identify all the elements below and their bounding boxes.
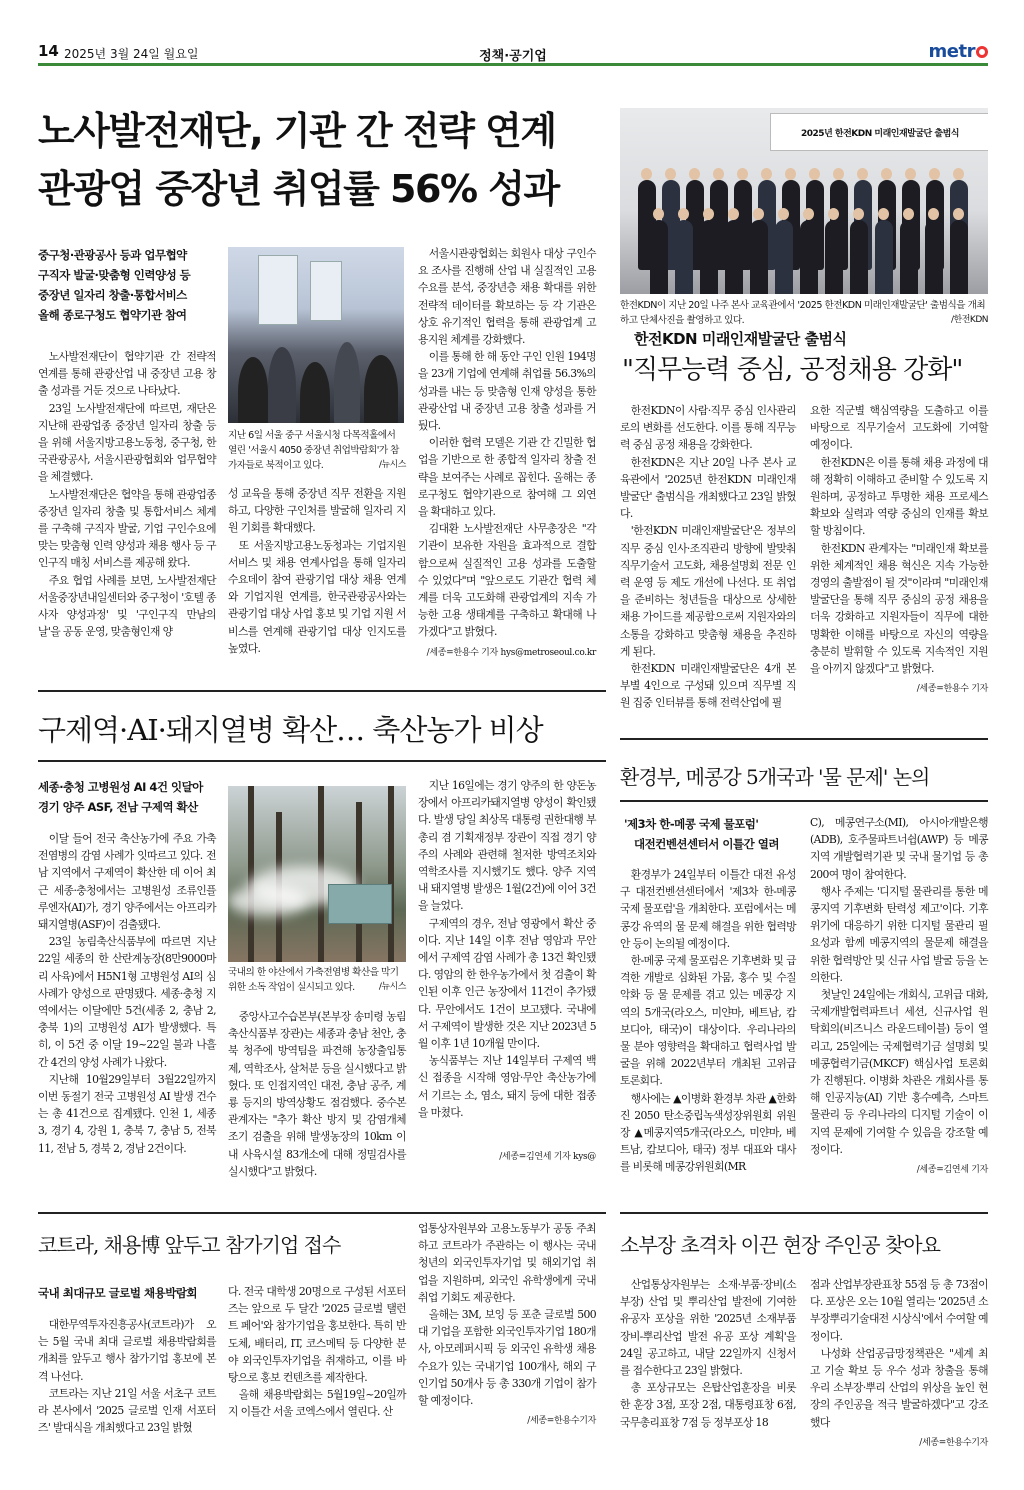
article4-subhead-line: '제3차 한-메콩 국제 물포럼' xyxy=(624,817,759,831)
article6-col1 xyxy=(620,1276,796,1431)
photo-credit: /한전KDN xyxy=(951,315,988,325)
article1-caption xyxy=(228,428,406,473)
article1-subhead xyxy=(38,245,224,325)
paragraph: 주요 협업 사례를 보면, 노사발전재단 서울중장년내일센터와 중구청이 '호텔 종사자 양성과정' 및 '구인구직 만남의 날'을 공동 운영, 맞춤형인재 양 xyxy=(38,573,216,639)
paragraph: 성 교육을 통해 중장년 직무 전환을 지원하고, 다양한 구인처를 발굴해 일자리 지원 기회를 확대했다. xyxy=(228,487,406,535)
paragraph: 이를 통해 한 해 동안 구인 인원 194명을 23개 기업에 연계해 취업률 56.3%의 성과를 내는 등 맞춤형 인재 양성을 통한 관광산업 내 중장년 고용 창출 성과를 거뒀다. xyxy=(418,350,596,433)
article5-col1 xyxy=(38,1316,216,1436)
banner-text: 2025년 한전KDN 미래인재발굴단 출범식 xyxy=(801,129,959,139)
photo-person-head xyxy=(753,208,764,220)
paragraph: 이러한 협력 모델은 기관 간 긴밀한 협업을 기반으로 한 종합적 일자리 창출 전략을 보여주는 사례로 꼽힌다. 올해는 종로구청도 협약기관으로 참여해 그 외연을 확대하고 있다. xyxy=(418,436,596,519)
paragraph: 노사발전재단은 협약을 통해 관광업종 중장년 일자리 창출 및 통합서비스 체계를 구축해 구직자 발굴, 기업 구인수요에 맞는 맞춤형 인력 양성과 채용 행사 등 구인구직 매칭 서비스를 제공해 왔다. xyxy=(38,487,216,570)
photo-banner xyxy=(770,113,988,151)
photo-person-head xyxy=(678,208,689,220)
article1-subhead-line: 구직자 발굴·맞춤형 인력양성 등 xyxy=(38,268,191,282)
page-header xyxy=(38,40,988,66)
paragraph: 중앙사고수습본부(본부장 송미령 농림축산식품부 장관)는 세종과 충남 천안, 충북 청주에 방역팀을 파견해 농장출입통제, 역학조사, 살처분 등을 실시했다고 밝혔다. 또 인접지역인 대전, 충남 공주, 계룡 등지의 방역상황도 점검했다. 중수본 관계자는 "추가 확산 방지 및 감염개체 조기 검출을 위해 발생농장의 10km 이내 사육시설 83개소에 대해 정밀검사를 실시했다"고 밝혔다. xyxy=(228,1010,406,1178)
article3-col1 xyxy=(38,830,216,1157)
paragraph: 지난해 10월29일부터 3월22일까지 이번 동절기 전국 고병원성 AI 발생 건수는 총 41건으로 집계됐다. 인천 1, 세종 3, 경기 4, 강원 1, 충북 7, 충남 5, 전북 11, 전남 5, 경북 2, 경남 2건이다. xyxy=(38,1072,216,1155)
logo-text: metr xyxy=(928,41,975,62)
article2-photo xyxy=(620,108,988,294)
paragraph: 한전KDN 미래인재발굴단은 4개 본부별 4인으로 구성돼 있으며 직무별 직원 집중 인터뷰를 통해 전력산업에 필 xyxy=(620,662,796,710)
paragraph: 업통상자원부와 고용노동부가 공동 주최하고 코트라가 주관하는 이 행사는 국내 청년의 외국인투자기업 및 해외기업 취업을 지원하며, 외국인 유학생에게 국내 취업 기회도 제공한다. xyxy=(418,1222,596,1304)
photo-person-head xyxy=(728,208,739,220)
paragraph: 산업통상자원부는 소재·부품·장비(소부장) 산업 및 뿌리산업 발전에 기여한 유공자 포상을 위한 '2025년 소재부품장비-뿌리산업 발전 유공 포상 계획'을 24일 공고하고, 내달 22일까지 신청서를 접수한다고 23일 밝혔다. xyxy=(620,1278,796,1378)
paragraph: 대한무역투자진흥공사(코트라)가 오는 5월 국내 최대 글로벌 채용박람회를 개최를 앞두고 행사 참가기업 홍보에 본격 나선다. xyxy=(38,1318,216,1383)
section-title: 정책·공기업 xyxy=(479,49,547,64)
article2-byline: /세종=한용수 기자 xyxy=(916,684,988,695)
paragraph: 행사 주제는 '디지털 물관리를 통한 메콩지역 기후변화 탄력성 제고'이다. 기후위기에 대응하기 위한 디지털 물관리 필요성과 함께 메콩지역의 물문제 해결을 위한 협력방안 및 신규 사업 발굴 등을 논의한다. xyxy=(810,884,988,984)
article3-headline: 구제역·AI·돼지열병 확산… 축산농가 비상 xyxy=(38,713,543,747)
logo-o-icon xyxy=(976,46,988,58)
photo-person-head xyxy=(703,208,714,220)
paragraph: 구제역의 경우, 전남 영광에서 확산 중이다. 지난 14일 이후 전남 영암과 무안에서 구제역 감염 사례가 총 13건 확인됐다. 영암의 한 한우농가에서 첫 검출이 확인된 이후 인근 농장에서 11건이 추가됐다. 무안에서도 1건이 보고됐다. 국내에서 구제역이 발생한 것은 지난 2023년 5월 이후 1년 10개월 만이다. xyxy=(418,916,596,1051)
article6-byline: /세종=한용수기자 xyxy=(919,1437,988,1448)
photo-person-head xyxy=(713,168,724,180)
photo-person xyxy=(900,220,918,294)
paragraph: 한전KDN은 이를 통해 채용 과정에 대해 정확히 이해하고 준비할 수 있도록 지원하며, 공정하고 투명한 채용 프로세스 확보와 실력과 역량 중심의 인재를 확보할 방침이다. xyxy=(810,455,988,538)
paragraph: 환경부가 24일부터 이틀간 대전 유성구 대전컨벤션센터에서 '제3차 한-메콩 국제 물포럼'을 개최한다. 포럼에서는 메콩강 유역의 물 문제 해결을 위한 협력방안 등이 논의될 예정이다. xyxy=(620,868,796,950)
article4-subhead xyxy=(624,814,802,854)
article1-subhead-line: 중구청·관광공사 등과 업무협약 xyxy=(38,248,187,262)
photo-person-head xyxy=(929,168,940,180)
article6-headline: 소부장 초격차 이끈 현장 주인공 찾아요 xyxy=(620,1233,940,1257)
photo-person xyxy=(925,220,943,294)
divider xyxy=(38,760,606,762)
article1-col1 xyxy=(38,348,216,640)
article2-headline: "직무능력 중심, 공정채용 강화" xyxy=(622,355,963,385)
article1-byline: /세종=한용수 기자 hys@metroseoul.co.kr xyxy=(426,647,596,658)
paragraph: 올해 채용박람회는 5월19일~20일까지 이틀간 서울 코엑스에서 열린다. 산 xyxy=(228,1388,406,1419)
photo-person-head xyxy=(737,168,748,180)
article6-col2 xyxy=(810,1276,988,1452)
photo-person xyxy=(775,220,793,294)
paragraph: 한전KDN은 지난 20일 나주 본사 교육관에서 '2025년 한전KDN 미래인재발굴단' 출범식을 개최했다고 23일 밝혔다. xyxy=(620,455,796,521)
caption-text: 국내의 한 야산에서 가축전염병 확산을 막기 위한 소독 작업이 실시되고 있다. xyxy=(228,967,399,993)
photo-person-head xyxy=(905,168,916,180)
paragraph: 요한 직군별 핵심역량을 도출하고 이를 바탕으로 직무기술서 고도화에 기여할 예정이다. xyxy=(810,404,988,452)
photo-person-head xyxy=(761,168,772,180)
photo-person-head xyxy=(928,208,939,220)
paragraph: 올해는 3M, 보잉 등 포춘 글로벌 500대 기업을 포함한 외국인투자기업 180개사, 아모레퍼시픽 등 외국인 유학생 채용 수요가 있는 국내기업 100개사, 해외 구인기업 50개사 등 총 330개 기업이 참가할 예정이다. xyxy=(418,1308,596,1408)
paragraph: 지난 16일에는 경기 양주의 한 양돈농장에서 아프리카돼지열병 양성이 확인됐다. 발생 당일 최상목 대통령 권한대행 부총리 겸 기획재정부 장관이 직접 경기 양주의 사례와 관련해 철저한 방역조치와 역학조사를 지시했기도 했다. 양주 지역 내 돼지열병 발생은 1월(2건)에 이어 3건을 늘었다. xyxy=(418,779,596,913)
paragraph: 점과 산업부장관표창 55점 등 총 73점이다. 포상은 오는 10월 열리는 '2025년 소부장뿌리기술대전 시상식'에서 수여할 예정이다. xyxy=(810,1278,988,1343)
article1-subhead-line: 중장년 일자리 창출·통합서비스 xyxy=(38,288,187,302)
paragraph: 서울시관광협회는 회원사 대상 구인수요 조사를 진행해 산업 내 실질적인 고용 수요를 분석, 중장년층 채용 확대를 위한 전략적 데이터를 확보하는 등 각 기관은 상호 유기적인 협력을 통해 관광업계 고용지원 체계를 강화했다. xyxy=(418,247,596,347)
photo-person xyxy=(725,220,743,294)
article5-byline: /세종=한용수기자 xyxy=(527,1416,596,1427)
paragraph: 한전KDN이 사람·직무 중심 인사관리로의 변화를 선도한다. 이를 통해 직무능력 중심 공정 채용을 강화한다. xyxy=(620,404,796,452)
photo-person-head xyxy=(809,168,820,180)
article1-photo xyxy=(228,247,404,423)
photo-person xyxy=(650,220,668,294)
paragraph: 한-메콩 국제 물포럼은 기후변화 및 급격한 개발로 심화된 가뭄, 홍수 및 수질악화 등 물 문제를 겪고 있는 메콩강 지역의 5개국(라오스, 미얀마, 베트남, 캄보디아, 태국)이 대상이다. 우리나라의 물 분야 영향력을 확대하고 협력사업 발굴을 위해 2022년부터 개최된 고위급 토론회다. xyxy=(620,954,796,1088)
photo-person-head xyxy=(641,168,652,180)
paragraph: 23일 노사발전재단에 따르면, 재단은 지난해 관광업종 중장년 일자리 창출 등을 위해 서울지방고용노동청, 중구청, 한국관광공사, 서울시관광협회와 업무협약을 체결했다. xyxy=(38,401,216,484)
paragraph: 23일 농림축산식품부에 따르면 지난 22일 세종의 한 산란계농장(8만9000마리 사육)에서 H5N1형 고병원성 AI의 심사례가 양성으로 판명됐다. 세종·충청 지역에서는 이달에만 5건(세종 2, 충남 2, 충북 1)의 고병원성 AI가 발생했다. 특히, 이 5건 중 이달 19~22일 불과 나흘간 4건의 양성 사례가 나왔다. xyxy=(38,935,216,1069)
photo-credit: /뉴시스 xyxy=(378,460,406,470)
photo-person xyxy=(875,220,893,294)
article5-col3 xyxy=(418,1220,596,1430)
paragraph: 이달 들어 전국 축산농가에 주요 가축전염병의 감염 사례가 잇따르고 있다. 전남 지역에서 구제역이 확산한 데 이어 최근 세종·충청에서는 고병원성 조류인플루엔자(AI)가, 경기 양주에서는 아프리카돼지열병(ASF)이 검출됐다. xyxy=(38,832,216,932)
issue-date: 2025년 3월 24일 월요일 xyxy=(64,47,199,61)
article2-kicker: 한전KDN 미래인재발굴단 출범식 xyxy=(634,330,847,348)
article3-subhead-line: 세종·충청 고병원성 AI 4건 잇달아 xyxy=(38,780,203,794)
photo-person xyxy=(700,220,718,294)
divider xyxy=(620,800,988,802)
metro-logo xyxy=(929,41,988,62)
paragraph: 노사발전재단이 협약기관 간 전략적 연계를 통해 관광산업 내 중장년 고용 창출 성과를 거둔 것으로 나타났다. xyxy=(38,350,216,398)
article1-col3 xyxy=(418,245,596,662)
photo-person-head xyxy=(903,208,914,220)
paragraph: 또 서울지방고용노동청과는 기업지원서비스 및 채용 연계사업을 통해 일자리수요데이 참여 관광기업 대상 채용 연계와 기업지원 연계를, 한국관광공사와는 관광기업 대상 사업 홍보 및 기업 지원 서비스를 연계해 관광기업 대상 인지도를 높였다. xyxy=(228,538,406,655)
photo-person-head xyxy=(857,168,868,180)
photo-person-head xyxy=(778,208,789,220)
paragraph: '한전KDN 미래인재발굴단'은 정부의 직무 중심 인사·조직관리 방향에 발맞춰 직무기술서 고도화, 채용설명회 전문 인력 운영 등 제도 개선에 나선다. 또 취업을 준비하는 청년들을 대상으로 상세한 채용 가이드를 제공함으로써 지원자와의 소통을 강화하고 맞춤형 채용을 추진하게 된다. xyxy=(620,524,796,658)
article2-caption xyxy=(620,298,988,328)
article3-col2 xyxy=(228,1008,406,1180)
article2-col1 xyxy=(620,402,796,712)
photo-person-head xyxy=(785,168,796,180)
divider xyxy=(38,690,606,692)
photo-person xyxy=(825,220,843,294)
article1-headline-line2: 관광업 중장년 취업률 56% 성과 xyxy=(38,167,559,211)
article3-subhead-line: 경기 양주 ASF, 전남 구제역 확산 xyxy=(38,800,198,814)
article4-col1 xyxy=(620,866,796,1176)
paragraph: 총 포상규모는 은탑산업훈장을 비롯한 훈장 3점, 포장 2점, 대통령표창 6점, 국무총리표창 7점 등 정부포상 18 xyxy=(620,1381,796,1429)
divider xyxy=(620,1212,988,1214)
paragraph: 첫날인 24일에는 개회식, 고위급 대화, 국제개발협력파트너 세션, 신규사업 원탁회의(비즈니스 라운드테이블) 등이 열리고, 25일에는 국제협력기금 설명회 및 메콩협력기금(MKCF) 핵심사업 토론회가 진행된다. 이병화 차관은 개회사를 통해 인공지능(AI) 기반 홍수예측, 스마트 물관리 등 우리나라의 디지털 기술이 이 지역 문제에 기여할 수 있음을 강조할 예정이다. xyxy=(810,988,988,1156)
article5-col2 xyxy=(228,1283,406,1421)
article4-byline: /세종=김연세 기자 xyxy=(916,1165,988,1176)
photo-person-head xyxy=(689,168,700,180)
photo-person-head xyxy=(853,208,864,220)
photo-person-head xyxy=(881,168,892,180)
photo-person xyxy=(850,220,868,294)
photo-person-head xyxy=(953,208,964,220)
article1-headline xyxy=(38,102,608,218)
article3-caption xyxy=(228,965,406,995)
paragraph: 나성화 산업공급망정책관은 "세계 최고 기술 확보 등 우수 성과 창출을 통해 우리 소부장·뿌리 산업의 위상을 높인 현장의 주인공을 적극 발굴하겠다"고 강조했다 xyxy=(810,1346,988,1429)
photo-person-head xyxy=(803,208,814,220)
divider xyxy=(620,738,988,740)
page-number: 14 xyxy=(38,42,59,60)
photo-person xyxy=(750,220,768,294)
paragraph: C), 메콩연구소(MI), 아시아개발은행(ADB), 호주물파트너쉽(AWP) 등 메콩지역 개발협력기관 및 국내 물기업 등 총 200여 명이 참여한다. xyxy=(810,816,988,881)
article1-col2 xyxy=(228,485,406,657)
article3-subhead xyxy=(38,777,224,817)
article3-byline: /세종=김연세 기자 kys@ xyxy=(499,1152,596,1163)
paragraph: 코트라는 지난 21일 서울 서초구 코트라 본사에서 '2025 글로벌 인재 서포터즈' 발대식을 개최했다고 23일 밝혔 xyxy=(38,1386,216,1435)
article5-subhead: 국내 최대규모 글로벌 채용박람회 xyxy=(38,1286,198,1300)
article1-subhead-line: 올해 종로구청도 협약기관 참여 xyxy=(38,308,187,322)
photo-person-head xyxy=(878,208,889,220)
caption-text: 지난 6일 서울 중구 서울시청 다목적홀에서 열린 '서울시 4050 중장년 취업박람회'가 참가자들로 북적이고 있다. xyxy=(228,430,399,471)
article4-headline: 환경부, 메콩강 5개국과 '물 문제' 논의 xyxy=(620,765,930,789)
photo-person xyxy=(675,220,693,294)
photo-person-head xyxy=(833,168,844,180)
article3-col3 xyxy=(418,777,596,1166)
article5-headline: 코트라, 채용博 앞두고 참가기업 접수 xyxy=(38,1233,341,1257)
article2-col2 xyxy=(810,402,988,698)
photo-person-head xyxy=(665,168,676,180)
article4-col2 xyxy=(810,814,988,1179)
paragraph: 한전KDN 관계자는 "미래인재 확보를 위한 체계적인 채용 혁신은 지속 가능한 경영의 출발점이 될 것"이라며 "미래인재발굴단을 통해 직무 중심의 공정 채용을 더욱 강화하고 지원자들이 직무에 대한 명확한 이해를 바탕으로 자신의 역량을 충분히 발휘할 수 있도록 지속적인 지원을 아끼지 않겠다"고 밝혔다. xyxy=(810,541,988,676)
photo-person-head xyxy=(828,208,839,220)
paragraph: 행사에는 ▲이병화 환경부 차관 ▲한화진 2050 탄소중립녹색성장위원회 위원장 ▲메콩지역5개국(라오스, 미얀마, 베트남, 캄보디아, 태국) 정부 대표와 대사를 비롯해 메콩강위원회(MR xyxy=(620,1091,796,1174)
photo-person xyxy=(950,220,968,294)
article4-subhead-line: 대전컨벤션센터서 이틀간 열려 xyxy=(634,837,779,851)
article1-headline-line1: 노사발전재단, 기관 간 전략 연계 xyxy=(38,109,556,153)
paragraph: 농식품부는 지난 14일부터 구제역 백신 접종을 시작해 영암·무안 축산농가에서 기르는 소, 염소, 돼지 등에 대한 접종을 마쳤다. xyxy=(418,1054,596,1119)
photo-person-head xyxy=(653,208,664,220)
paragraph: 다. 전국 대학생 20명으로 구성된 서포터즈는 앞으로 두 달간 '2025 글로벌 탤런트 페어'와 참가기업을 홍보한다. 특히 반도체, 배터리, IT, 코스메틱 등 다양한 분야 외국인투자기업을 취재하고, 이를 바탕으로 홍보 컨텐츠를 제작한다. xyxy=(228,1285,406,1385)
caption-text: 한전KDN이 지난 20일 나주 본사 교육관에서 '2025 한전KDN 미래인재발굴단' 출범식을 개최하고 단체사진을 촬영하고 있다. xyxy=(620,300,986,326)
photo-person xyxy=(800,220,818,294)
article3-photo xyxy=(228,786,406,962)
divider xyxy=(38,1212,606,1214)
paragraph: 김대환 노사발전재단 사무총장은 "각 기관이 보유한 자원을 효과적으로 결합함으로써 실질적인 고용 성과를 도출할 수 있었다"며 "앞으로도 기관간 협력 체계를 더욱 고도화해 관광업계의 지속 가능한 고용 생태계를 구축하고 확대해 나가겠다"고 밝혔다. xyxy=(418,522,596,639)
photo-credit: /뉴시스 xyxy=(378,982,406,992)
photo-person-head xyxy=(953,168,964,180)
